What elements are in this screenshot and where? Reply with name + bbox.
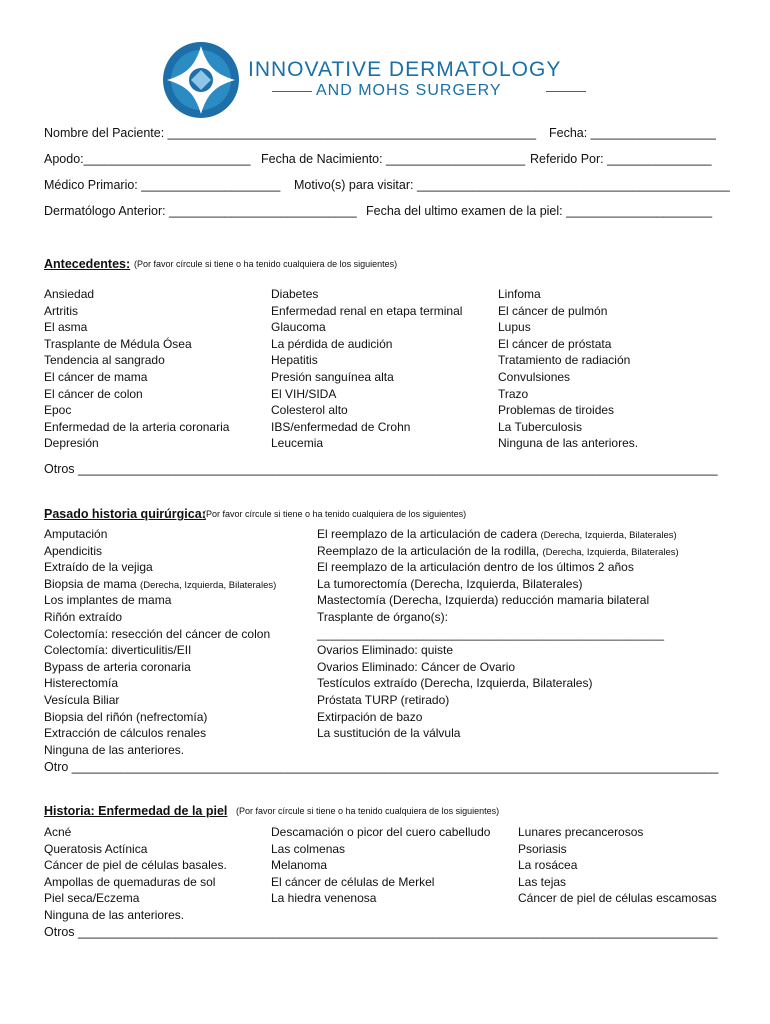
- list-item[interactable]: El cáncer de células de Merkel: [271, 874, 435, 889]
- list-item-options: (Derecha, Izquierda, Bilaterales): [540, 530, 677, 541]
- list-item-label: Próstata TURP (retirado): [317, 693, 450, 707]
- brand-divider-left: [272, 91, 312, 92]
- list-item[interactable]: [317, 611, 448, 623]
- list-item[interactable]: La rosácea: [518, 858, 578, 873]
- list-item-label: El reemplazo de la articulación de cadera: [317, 527, 541, 541]
- list-item[interactable]: El cáncer de próstata: [498, 336, 612, 351]
- list-item-options: (Derecha, Izquierda, Bilaterales): [542, 546, 679, 558]
- list-item[interactable]: [44, 594, 171, 606]
- list-item-label: Reemplazo de la articulación de la rodilla,: [317, 543, 543, 558]
- list-item[interactable]: [44, 578, 276, 591]
- list-item[interactable]: [44, 611, 122, 623]
- list-item-label: El reemplazo de la articulación dentro de los últimos 2 años: [317, 560, 634, 575]
- list-item[interactable]: Leucemia: [271, 436, 324, 451]
- list-item[interactable]: El cáncer de colon: [44, 386, 143, 401]
- list-item[interactable]: [317, 694, 449, 706]
- list-item-label: Extracción de cálculos renales: [44, 726, 207, 741]
- list-item-label: Amputación: [44, 527, 108, 541]
- list-item[interactable]: Queratosis Actínica: [44, 841, 148, 856]
- list-item[interactable]: Colesterol alto: [271, 403, 348, 418]
- patient-name-field[interactable]: Nombre del Paciente: _____________________________________________________: [44, 126, 537, 140]
- list-item[interactable]: Melanoma: [271, 858, 328, 873]
- list-item-label: Los implantes de mama: [44, 593, 172, 608]
- visit-reason-field[interactable]: Motivo(s) para visitar: _____________________________________________: [294, 178, 730, 192]
- list-item[interactable]: [317, 578, 582, 590]
- list-item[interactable]: Lunares precancerosos: [518, 825, 644, 839]
- list-item[interactable]: IBS/enfermedad de Crohn: [271, 419, 411, 434]
- list-item[interactable]: Descamación o picor del cuero cabelludo: [271, 825, 491, 839]
- section-note-antecedentes: (Por favor círcule si tiene o ha tenido cualquiera de los siguientes): [134, 259, 398, 269]
- list-item[interactable]: Las tejas: [518, 874, 567, 889]
- nickname-field[interactable]: Apodo:________________________: [44, 152, 251, 166]
- list-item-label: Extirpación de bazo: [317, 709, 423, 724]
- list-item[interactable]: [317, 594, 649, 606]
- list-item[interactable]: [44, 545, 102, 557]
- list-item[interactable]: [44, 694, 119, 706]
- last-skin-exam-field[interactable]: Fecha del ultimo examen de la piel: _____________________: [366, 204, 713, 218]
- list-item-label: Extraído de la vejiga: [44, 560, 153, 575]
- referred-by-field[interactable]: Referido Por: _______________: [530, 152, 712, 166]
- list-item[interactable]: [317, 711, 422, 723]
- list-item[interactable]: Ninguna de las anteriores.: [498, 436, 639, 451]
- list-item-label: La tumorectomía (Derecha, Izquierda, Bilaterales): [317, 576, 583, 591]
- list-item-label: Vesícula Biliar: [44, 693, 120, 707]
- list-item[interactable]: Cáncer de piel de células basales.: [44, 858, 227, 873]
- logo-emblem: [161, 40, 241, 120]
- list-item[interactable]: [317, 528, 677, 541]
- list-item[interactable]: Lupus: [498, 320, 531, 335]
- list-item[interactable]: [317, 644, 453, 656]
- list-item[interactable]: [317, 628, 664, 640]
- list-item[interactable]: Psoriasis: [518, 841, 567, 856]
- list-item[interactable]: Trasplante de Médula Ósea: [44, 336, 192, 351]
- list-item-label: Colectomía: diverticulitis/EII: [44, 643, 192, 658]
- list-item[interactable]: Acné: [44, 825, 72, 839]
- list-item[interactable]: Glaucoma: [271, 320, 326, 335]
- section-title-quirurgica: Pasado historia quirúrgica:: [44, 507, 206, 521]
- list-item-label: Trasplante de órgano(s):: [317, 610, 448, 624]
- list-item[interactable]: La hiedra venenosa: [271, 891, 377, 906]
- list-item[interactable]: Enfermedad renal en etapa terminal: [271, 303, 463, 318]
- list-item[interactable]: Convulsiones: [498, 370, 571, 384]
- brand-divider-right: [546, 91, 586, 92]
- list-item[interactable]: [44, 528, 107, 540]
- list-item[interactable]: Epoc: [44, 403, 72, 418]
- list-item[interactable]: Las colmenas: [271, 841, 346, 856]
- list-item[interactable]: Presión sanguínea alta: [271, 370, 394, 384]
- list-item[interactable]: [317, 727, 460, 739]
- list-item[interactable]: [317, 677, 592, 689]
- list-item[interactable]: [317, 661, 515, 673]
- list-item[interactable]: La Tuberculosis: [498, 419, 583, 434]
- list-item-label: ____________________________________________________: [317, 626, 665, 641]
- list-item[interactable]: [44, 628, 270, 640]
- list-item[interactable]: [317, 561, 634, 573]
- section-note-piel: (Por favor círcule si tiene o ha tenido cualquiera de los siguientes): [236, 806, 500, 816]
- previous-dermatologist-field[interactable]: Dermatólogo Anterior: ___________________________: [44, 204, 357, 218]
- list-item[interactable]: Artritis: [44, 303, 78, 318]
- list-item[interactable]: Hepatitis: [271, 353, 318, 368]
- primary-doctor-field[interactable]: Médico Primario: ____________________: [44, 178, 281, 192]
- list-item[interactable]: Enfermedad de la arteria coronaria: [44, 419, 230, 434]
- list-item[interactable]: [44, 644, 191, 656]
- list-item[interactable]: Piel seca/Eczema: [44, 891, 140, 906]
- list-item[interactable]: Ninguna de las anteriores.: [44, 908, 185, 922]
- list-item-label: Biopsia del riñón (nefrectomía): [44, 709, 208, 724]
- list-item-label: Ovarios Eliminado: quiste: [317, 643, 454, 658]
- section-title-antecedentes: Antecedentes:: [44, 257, 131, 271]
- list-item-label: Colectomía: resección del cáncer de colon: [44, 626, 271, 641]
- list-item[interactable]: [44, 727, 206, 739]
- list-item[interactable]: Linfoma: [498, 287, 541, 301]
- list-item[interactable]: Ampollas de quemaduras de sol: [44, 874, 216, 889]
- section-title-piel: Historia: Enfermedad de la piel: [44, 804, 228, 818]
- date-field[interactable]: Fecha: __________________: [549, 126, 716, 140]
- list-item[interactable]: Cáncer de piel de células escamosas: [518, 891, 717, 906]
- section-note-quirurgica: (Por favor círcule si tiene o ha tenido cualquiera de los siguientes): [203, 509, 467, 519]
- list-item[interactable]: El cáncer de mama: [44, 370, 148, 384]
- list-item[interactable]: El cáncer de pulmón: [498, 303, 608, 318]
- list-item[interactable]: [44, 744, 184, 756]
- list-item[interactable]: Ansiedad: [44, 287, 95, 301]
- brand-title: INNOVATIVE DERMATOLOGY: [248, 58, 562, 81]
- list-item[interactable]: Trazo: [498, 386, 529, 401]
- list-item[interactable]: La pérdida de audición: [271, 336, 393, 351]
- list-item[interactable]: [44, 561, 153, 573]
- list-item-label: Biopsia de mama: [44, 576, 141, 591]
- list-item[interactable]: [44, 661, 191, 673]
- list-item-options: (Derecha, Izquierda, Bilaterales): [140, 579, 277, 591]
- list-item[interactable]: [44, 677, 118, 689]
- list-item[interactable]: [44, 711, 207, 723]
- list-item[interactable]: El VIH/SIDA: [271, 386, 337, 401]
- quirurgica-otros-field[interactable]: Otro _____________________________________________________________________________________________: [44, 760, 719, 774]
- list-item-label: Bypass de arteria coronaria: [44, 659, 191, 674]
- list-item-label: Histerectomía: [44, 676, 119, 691]
- list-item[interactable]: Tendencia al sangrado: [44, 353, 165, 368]
- list-item[interactable]: Diabetes: [271, 287, 319, 301]
- piel-otros-field[interactable]: Otros ____________________________________________________________________________________________: [44, 925, 718, 939]
- list-item-label: Riñón extraído: [44, 610, 123, 624]
- list-item[interactable]: Depresión: [44, 436, 99, 451]
- list-item-label: Mastectomía (Derecha, Izquierda) reducción mamaria bilateral: [317, 593, 650, 608]
- birth-date-field[interactable]: Fecha de Nacimiento: ____________________: [261, 152, 526, 166]
- list-item-label: La sustitución de la válvula: [317, 726, 461, 741]
- brand-subtitle: AND MOHS SURGERY: [316, 82, 502, 99]
- list-item[interactable]: El asma: [44, 320, 88, 335]
- list-item-label: Testículos extraído (Derecha, Izquierda, Bilaterales): [317, 676, 593, 691]
- list-item-label: Ninguna de las anteriores.: [44, 742, 185, 757]
- list-item-label: Apendicitis: [44, 543, 103, 558]
- list-item-label: Ovarios Eliminado: Cáncer de Ovario: [317, 659, 516, 674]
- list-item[interactable]: Tratamiento de radiación: [498, 353, 631, 368]
- list-item[interactable]: [317, 545, 679, 558]
- antecedentes-otros-field[interactable]: Otros ____________________________________________________________________________________________: [44, 462, 718, 476]
- list-item[interactable]: Problemas de tiroides: [498, 403, 615, 418]
